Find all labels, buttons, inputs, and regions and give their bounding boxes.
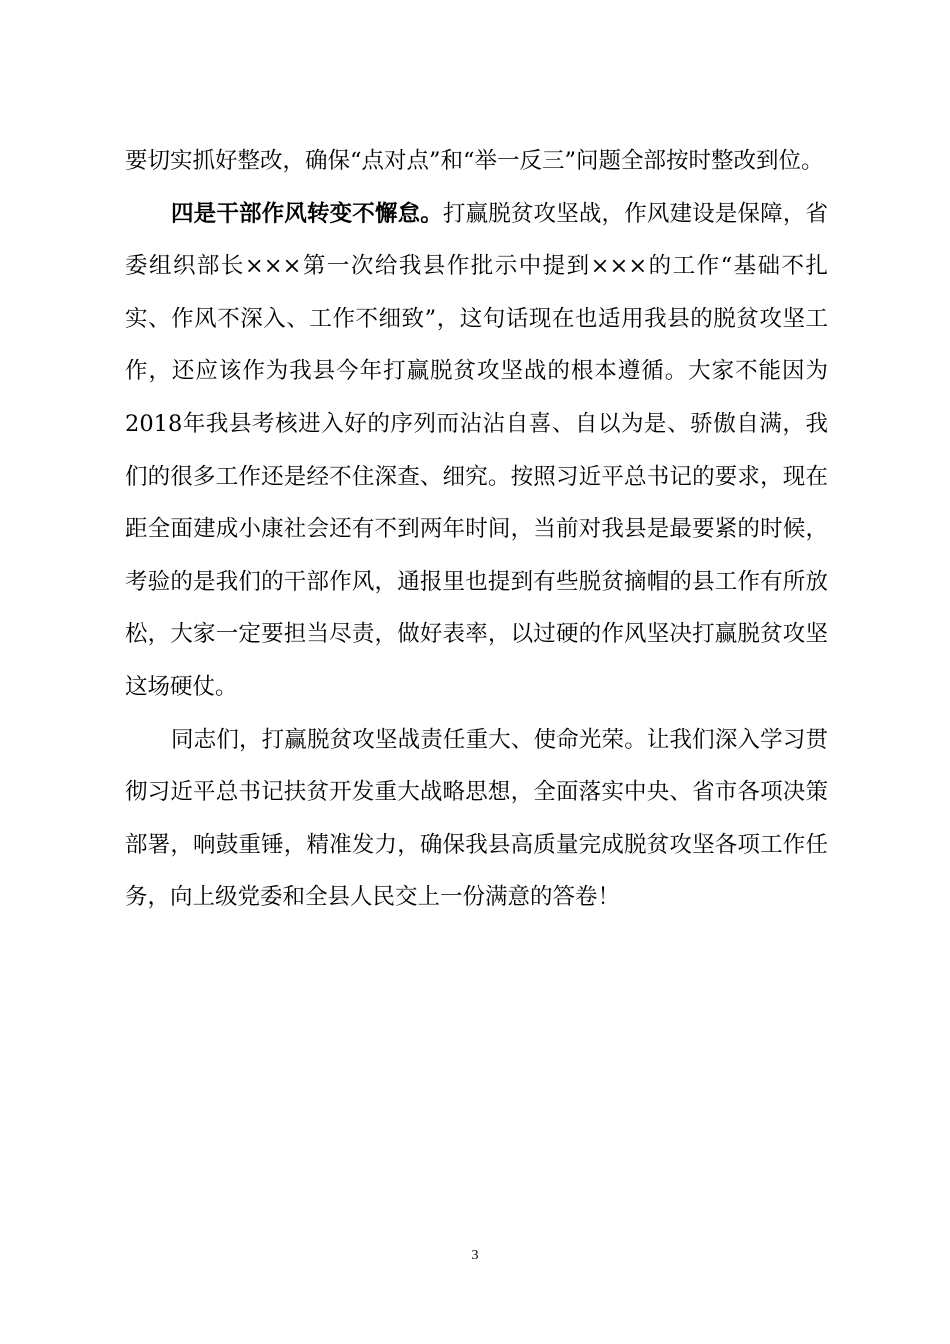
paragraph-cadre-style [125, 188, 828, 714]
paragraph-heading: 四是干部作风转变不懈怠。 [171, 200, 443, 227]
page-number: 3 [471, 1248, 479, 1263]
paragraph-text: 要切实抓好整改，确保“点对点”和“举一反三”问题全部按时整改到位。 [125, 148, 824, 174]
paragraph-text: 同志们，打赢脱贫攻坚战责任重大、使命光荣。让我们深入学习贯彻习近平总书记扶贫开发重大战略思想，全面落实中央、省市各项决策部署，响鼓重锤，精准发力，确保我县高质量完成脱贫攻坚各项工作任务，向上级党委和全县人民交上一份满意的答卷！ [125, 726, 828, 911]
paragraph-closing [125, 714, 828, 924]
paragraph-text: 打赢脱贫攻坚战，作风建设是保障，省委组织部长×××第一次给我县作批示中提到×××的工作“基础不扎实、作风不深入、工作不细致”，这句话现在也适用我县的脱贫攻坚工作，还应该作为我县今年打赢脱贫攻坚战的根本遵循。大家不能因为2018年我县考核进入好的序列而沾沾自喜、自以为是、骄傲自满，我们的很多工作还是经不住深查、细究。按照习近平总书记的要求，现在距全面建成小康社会还有不到两年时间，当前对我县是最要紧的时候，考验的是我们的干部作风，通报里也提到有些脱贫摘帽的县工作有所放松，大家一定要担当尽责，做好表率，以过硬的作风坚决打赢脱贫攻坚这场硬仗。 [125, 200, 828, 700]
document-body [125, 135, 828, 924]
paragraph-continuation [125, 135, 828, 188]
